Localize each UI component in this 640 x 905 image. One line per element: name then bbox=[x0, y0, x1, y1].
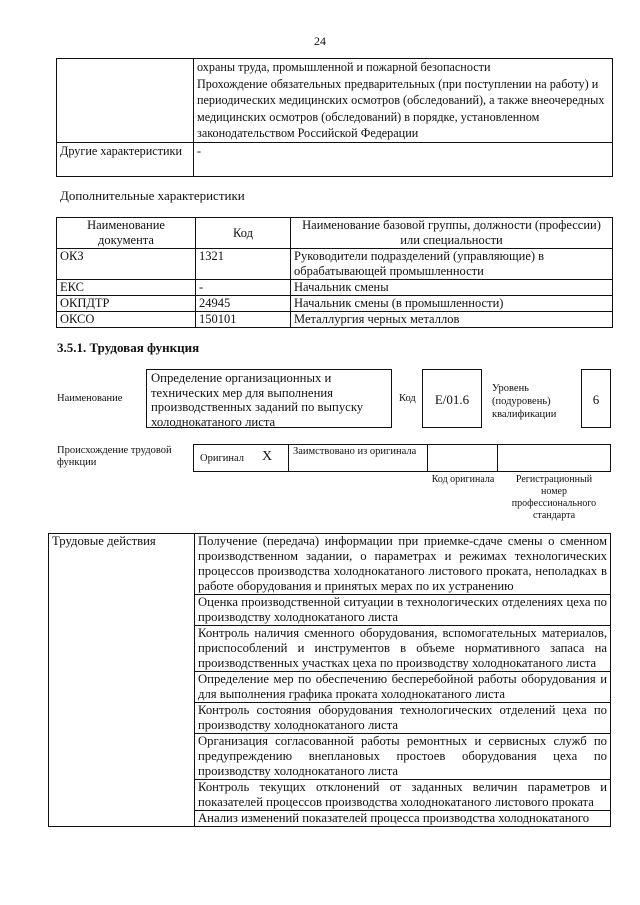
table-cell: Руководители подразделений (управляющие) в обрабатывающей промышленности bbox=[291, 249, 613, 280]
actions-label: Трудовые действия bbox=[49, 534, 195, 827]
table-cell: 150101 bbox=[196, 312, 291, 328]
table-cell: Начальник смены (в промышленности) bbox=[291, 296, 613, 312]
table-cell: Металлургия черных металлов bbox=[291, 312, 613, 328]
level-box: 6 bbox=[581, 369, 611, 428]
code-original-caption: Код оригинала bbox=[431, 474, 495, 485]
table-cell: Начальник смены bbox=[291, 280, 613, 296]
table-row bbox=[57, 296, 613, 312]
table-cell: охраны труда, промышленной и пожарной безопасности Прохождение обязательных предварительных (при поступлении на работу) и периодических медицинских осмотров (обследований), а также внеочередных медицинских осмотров (обследований) в порядке, установленном законодательством Российской Федерации bbox=[194, 59, 613, 143]
table-cell: 1321 bbox=[196, 249, 291, 280]
additional-characteristics-title: Дополнительные характеристики bbox=[60, 188, 245, 203]
labor-actions-table bbox=[48, 533, 611, 827]
action-item: Контроль наличия сменного оборудования, вспомогательных материалов, приспособлений и инструментов в объеме нормативного запаса на производственных участках цеха по производству холоднокатаного листа bbox=[195, 626, 611, 672]
action-item: Контроль состояния оборудования технологических отделений цеха по производству холоднокатаного листа bbox=[195, 703, 611, 734]
function-name-box: Определение организационных и технических мер для выполнения производственных заданий по выпуску холоднокатаного листа bbox=[146, 369, 392, 428]
origin-label: Происхождение трудовой функции bbox=[57, 445, 172, 468]
column-header: Наименование документа bbox=[57, 218, 196, 249]
table-cell: 24945 bbox=[196, 296, 291, 312]
name-label: Наименование bbox=[57, 393, 123, 404]
code-label: Код bbox=[399, 393, 416, 404]
table-row bbox=[57, 142, 613, 176]
table-row bbox=[57, 280, 613, 296]
original-mark: X bbox=[262, 449, 273, 464]
page-number: 24 bbox=[314, 34, 326, 48]
table-cell: - bbox=[194, 142, 613, 176]
table-cell: ОКСО bbox=[57, 312, 196, 328]
action-item: Анализ изменений показателей процесса производства холоднокатаного bbox=[195, 811, 611, 827]
column-header: Код bbox=[196, 218, 291, 249]
table-cell: ЕКС bbox=[57, 280, 196, 296]
table-row bbox=[49, 534, 611, 595]
divider bbox=[427, 444, 428, 472]
table-cell: Другие характеристики bbox=[57, 142, 194, 176]
action-item: Определение мер по обеспечению бесперебойной работы оборудования и для выполнения графика проката холоднокатаного листа bbox=[195, 672, 611, 703]
table-cell: ОКПДТР bbox=[57, 296, 196, 312]
original-label: Оригинал bbox=[200, 453, 244, 464]
function-code-box: E/01.6 bbox=[422, 369, 482, 428]
table-row bbox=[57, 249, 613, 280]
requirements-table bbox=[56, 58, 613, 177]
table-cell: ОКЗ bbox=[57, 249, 196, 280]
action-item: Получение (передача) информации при приемке-сдаче смены о сменном производственном задании, о параметрах и режимах технологических процессов производства холоднокатаного листового проката, неполадках в работе оборудования и принятых мерах по их устранению bbox=[195, 534, 611, 595]
table-cell: - bbox=[196, 280, 291, 296]
table-row bbox=[57, 59, 613, 143]
table-header-row bbox=[57, 218, 613, 249]
registration-caption: Регистрационный номер профессионального стандарта bbox=[511, 474, 597, 521]
divider bbox=[288, 444, 289, 472]
column-header: Наименование базовой группы, должности (профессии) или специальности bbox=[291, 218, 613, 249]
divider bbox=[497, 444, 498, 472]
action-item: Контроль текущих отклонений от заданных величин параметров и показателей процессов производства холоднокатаного листового проката bbox=[195, 780, 611, 811]
additional-characteristics-table bbox=[56, 217, 613, 328]
action-item: Организация согласованной работы ремонтных и сервисных служб по предупреждению внеплановых простоев оборудования цеха по производству холоднокатаного листа bbox=[195, 734, 611, 780]
level-label: Уровень (подуровень) квалификации bbox=[492, 383, 557, 420]
table-cell bbox=[57, 59, 194, 143]
table-row bbox=[57, 312, 613, 328]
function-heading: 3.5.1. Трудовая функция bbox=[57, 340, 200, 355]
action-item: Оценка производственной ситуации в технологических отделениях цеха по производству холоднокатаного листа bbox=[195, 595, 611, 626]
borrowed-label: Заимствовано из оригинала bbox=[293, 446, 417, 457]
